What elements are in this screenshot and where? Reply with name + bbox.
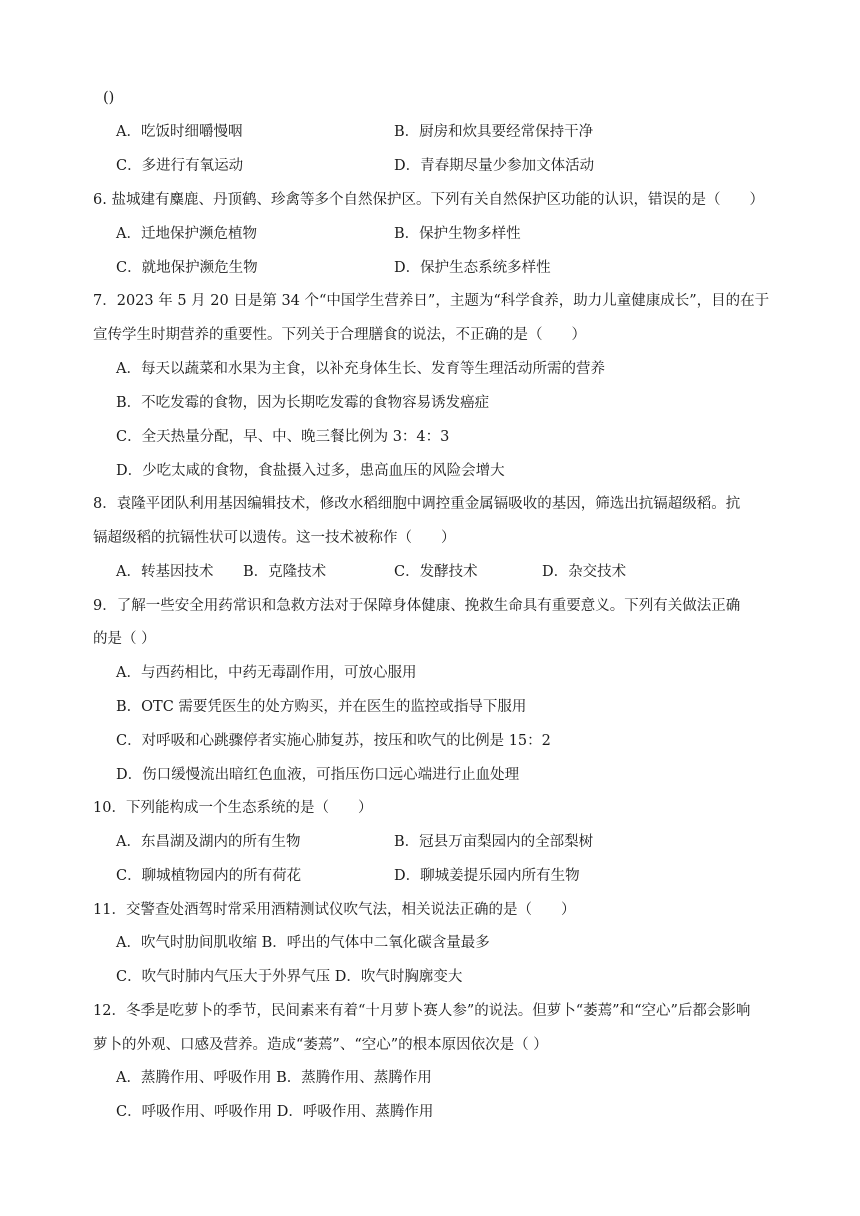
q5-option-a[interactable]: A．吃饭时细嚼慢咽 [116, 124, 243, 140]
q9-option-b[interactable]: B．OTC 需要凭医生的处方购买，并在医生的监控或指导下服用 [116, 699, 527, 715]
q10-options-row2 [0, 864, 860, 888]
q7-stem-1: 7．2023 年 5 月 20 日是第 34 个“中国学生营养日”，主题为“科学食养，助力儿童健康成长”，目的在于 [93, 293, 770, 309]
q8-stem-1: 8．袁隆平团队利用基因编辑技术，修改水稻细胞中调控重金属镉吸收的基因，筛选出抗镉超级稻。抗 [93, 496, 741, 512]
q8-stem-line1 [0, 492, 860, 516]
q12-stem-2: 萝卜的外观、口感及营养。造成“萎蔫”、“空心”的根本原因依次是（ ） [93, 1037, 548, 1053]
q7-option-c[interactable]: C．全天热量分配，早、中、晚三餐比例为 3：4：3 [116, 429, 450, 445]
q6-option-b[interactable]: B．保护生物多样性 [394, 226, 521, 242]
q5-option-c[interactable]: C．多进行有氧运动 [116, 158, 244, 174]
q12-stem-line2 [0, 1033, 860, 1057]
q8-option-b[interactable]: B．克隆技术 [243, 564, 327, 580]
q7-stem-line1 [0, 289, 860, 313]
q12-stem-line1 [0, 999, 860, 1023]
q10-option-d[interactable]: D．聊城姜提乐园内所有生物 [394, 868, 580, 884]
q7-option-b-line [0, 391, 860, 415]
q7-stem-line2 [0, 323, 860, 347]
q6-option-a[interactable]: A．迁地保护濒危植物 [116, 226, 257, 242]
q6-option-c[interactable]: C．就地保护濒危生物 [116, 260, 258, 276]
q7-stem-2: 宣传学生时期营养的重要性。下列关于合理膳食的说法，不正确的是（ ） [93, 327, 586, 343]
q8-option-d[interactable]: D．杂交技术 [542, 564, 627, 580]
q9-option-c[interactable]: C．对呼吸和心跳骤停者实施心肺复苏，按压和吹气的比例是 15：2 [116, 733, 551, 749]
q9-option-a-line [0, 661, 860, 685]
q5-options-row1 [0, 120, 860, 144]
q9-option-b-line [0, 695, 860, 719]
q7-option-c-line [0, 425, 860, 449]
q11-options-row1 [0, 931, 860, 955]
q10-stem-line [0, 796, 860, 820]
q5-options-row2 [0, 154, 860, 178]
q6-options-row2 [0, 256, 860, 280]
q11-options-row2 [0, 965, 860, 989]
q9-stem-2: 的是（ ） [93, 631, 156, 647]
q10-stem: 10．下列能构成一个生态系统的是（ ） [93, 800, 373, 816]
q5-option-b[interactable]: B．厨房和炊具要经常保持干净 [394, 124, 594, 140]
q9-option-d[interactable]: D．伤口缓慢流出暗红色血液，可指压伤口远心端进行止血处理 [116, 767, 520, 783]
q11-stem-line [0, 898, 860, 922]
q8-stem-2: 镉超级稻的抗镉性状可以遗传。这一技术被称作（ ） [93, 530, 456, 546]
q11-options-cd[interactable]: C．吹气时肺内气压大于外界气压 D．吹气时胸廓变大 [116, 969, 463, 985]
q12-options-ab[interactable]: A．蒸腾作用、呼吸作用 B．蒸腾作用、蒸腾作用 [116, 1070, 432, 1086]
q11-stem: 11．交警查处酒驾时常采用酒精测试仪吹气法，相关说法正确的是（ ） [93, 902, 576, 918]
q12-options-row2 [0, 1100, 860, 1124]
q6-options-row1 [0, 222, 860, 246]
q8-options-row [0, 560, 860, 584]
q8-stem-line2 [0, 526, 860, 550]
q7-option-d[interactable]: D．少吃太咸的食物，食盐摄入过多，患高血压的风险会增大 [116, 463, 505, 479]
q12-stem-1: 12．冬季是吃萝卜的季节，民间素来有着“十月萝卜赛人参”的说法。但萝卜“萎蔫”和“空心”后都会影响 [93, 1003, 751, 1019]
q5-tail-line [0, 86, 860, 110]
q5-tail: () [103, 90, 115, 106]
q8-option-a[interactable]: A．转基因技术 [116, 564, 214, 580]
q6-stem-line [0, 188, 860, 212]
q7-option-d-line [0, 459, 860, 483]
q10-option-a[interactable]: A．东昌湖及湖内的所有生物 [116, 834, 301, 850]
q9-option-c-line [0, 729, 860, 753]
q10-option-b[interactable]: B．冠县万亩梨园内的全部梨树 [394, 834, 594, 850]
q11-options-ab[interactable]: A．吹气时肋间肌收缩 B．呼出的气体中二氧化碳含量最多 [116, 935, 490, 951]
q9-option-a[interactable]: A．与西药相比，中药无毒副作用，可放心服用 [116, 665, 417, 681]
q7-option-a[interactable]: A．每天以蔬菜和水果为主食，以补充身体生长、发育等生理活动所需的营养 [116, 361, 605, 377]
q9-option-d-line [0, 763, 860, 787]
q7-option-b[interactable]: B．不吃发霉的食物，因为长期吃发霉的食物容易诱发癌症 [116, 395, 490, 411]
q12-options-cd[interactable]: C．呼吸作用、呼吸作用 D．呼吸作用、蒸腾作用 [116, 1104, 434, 1120]
q12-options-row1 [0, 1066, 860, 1090]
q6-stem: 6. 盐城建有麋鹿、丹顶鹤、珍禽等多个自然保护区。下列有关自然保护区功能的认识，错误的是（ ） [93, 192, 764, 208]
q5-option-d[interactable]: D．青春期尽量少参加文体活动 [394, 158, 595, 174]
q8-option-c[interactable]: C．发酵技术 [394, 564, 478, 580]
q9-stem-line1 [0, 594, 860, 618]
q6-option-d[interactable]: D．保护生态系统多样性 [394, 260, 551, 276]
q9-stem-1: 9．了解一些安全用药常识和急救方法对于保障身体健康、挽救生命具有重要意义。下列有关做法正确 [93, 598, 741, 614]
q10-options-row1 [0, 830, 860, 854]
q9-stem-line2 [0, 627, 860, 651]
q10-option-c[interactable]: C．聊城植物园内的所有荷花 [116, 868, 302, 884]
q7-option-a-line [0, 357, 860, 381]
